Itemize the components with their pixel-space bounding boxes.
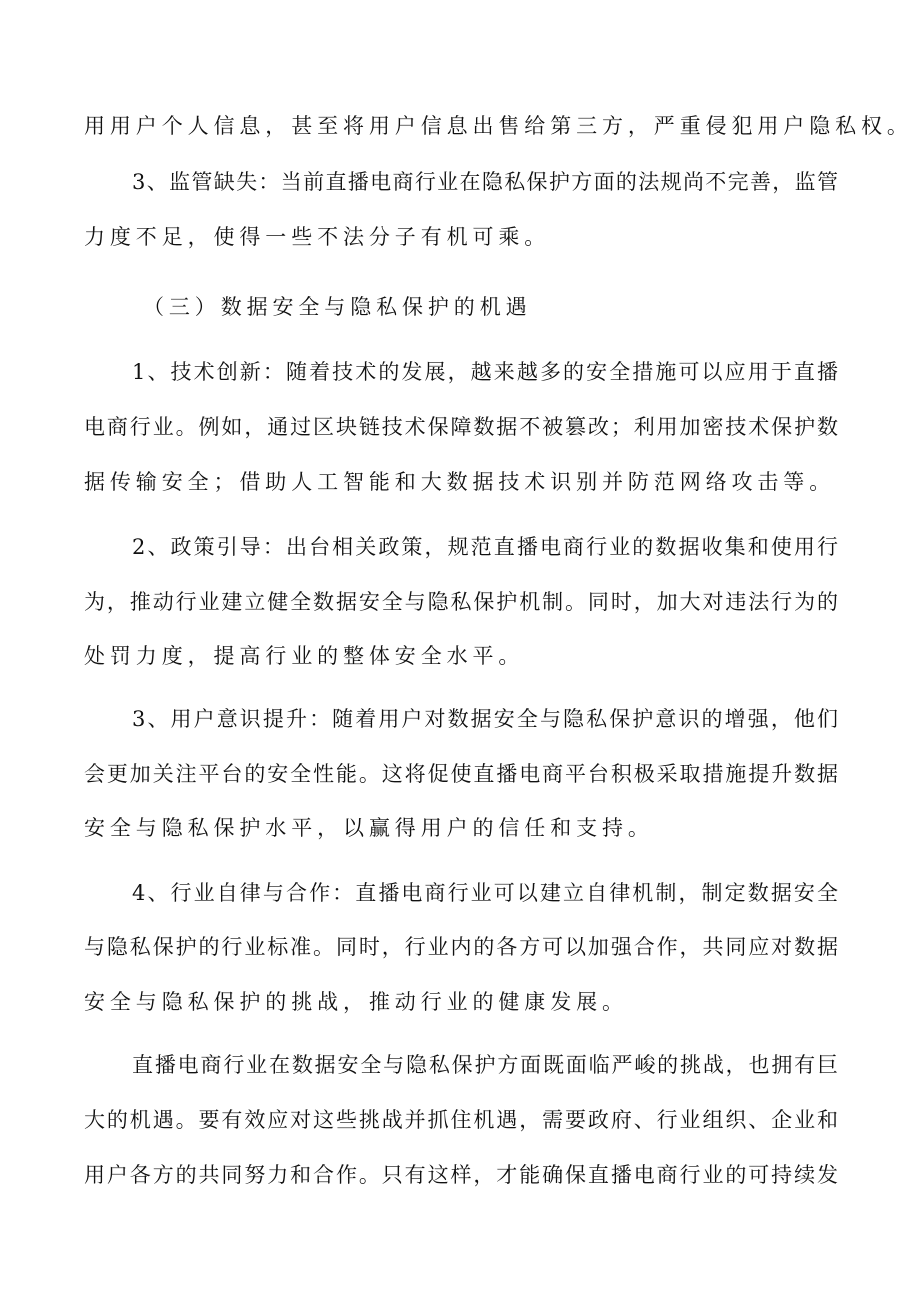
paragraph-line: 大的机遇。要有效应对这些挑战并抓住机遇，需要政府、行业组织、企业和 [84,1108,838,1132]
paragraph-line: 安全与隐私保护的挑战，推动行业的健康发展。 [84,990,628,1014]
paragraph-line: 力度不足，使得一些不法分子有机可乘。 [84,225,551,249]
paragraph-line: 与隐私保护的行业标准。同时，行业内的各方可以加强合作，共同应对数据 [84,935,838,959]
paragraph-line: 1、技术创新：随着技术的发展，越来越多的安全措施可以应用于直播 [132,360,838,384]
paragraph-line: 用用户个人信息，甚至将用户信息出售给第三方，严重侵犯用户隐私权。 [84,114,913,138]
paragraph-line: 会更加关注平台的安全性能。这将促使直播电商平台积极采取措施提升数据 [84,762,838,786]
paragraph-line: 3、监管缺失：当前直播电商行业在隐私保护方面的法规尚不完善，监管 [132,170,838,194]
paragraph-line: 据传输安全；借助人工智能和大数据技术识别并防范网络攻击等。 [84,470,836,494]
paragraph-line: 安全与隐私保护水平，以赢得用户的信任和支持。 [84,816,654,840]
paragraph-line: 电商行业。例如，通过区块链技术保障数据不被篡改；利用加密技术保护数 [84,415,838,439]
paragraph-line: 4、行业自律与合作：直播电商行业可以建立自律机制，制定数据安全 [132,881,838,905]
paragraph-line: 直播电商行业在数据安全与隐私保护方面既面临严峻的挑战，也拥有巨 [132,1053,838,1077]
paragraph-line: 2、政策引导：出台相关政策，规范直播电商行业的数据收集和使用行 [132,535,838,559]
paragraph-line: 用户各方的共同努力和合作。只有这样，才能确保直播电商行业的可持续发 [84,1163,838,1187]
paragraph-line: 处罚力度，提高行业的整体安全水平。 [84,644,525,668]
paragraph-line: 3、用户意识提升：随着用户对数据安全与隐私保护意识的增强，他们 [132,707,838,731]
section-heading: （三）数据安全与隐私保护的机遇 [143,295,532,319]
paragraph-line: 为，推动行业建立健全数据安全与隐私保护机制。同时，加大对违法行为的 [84,590,838,614]
